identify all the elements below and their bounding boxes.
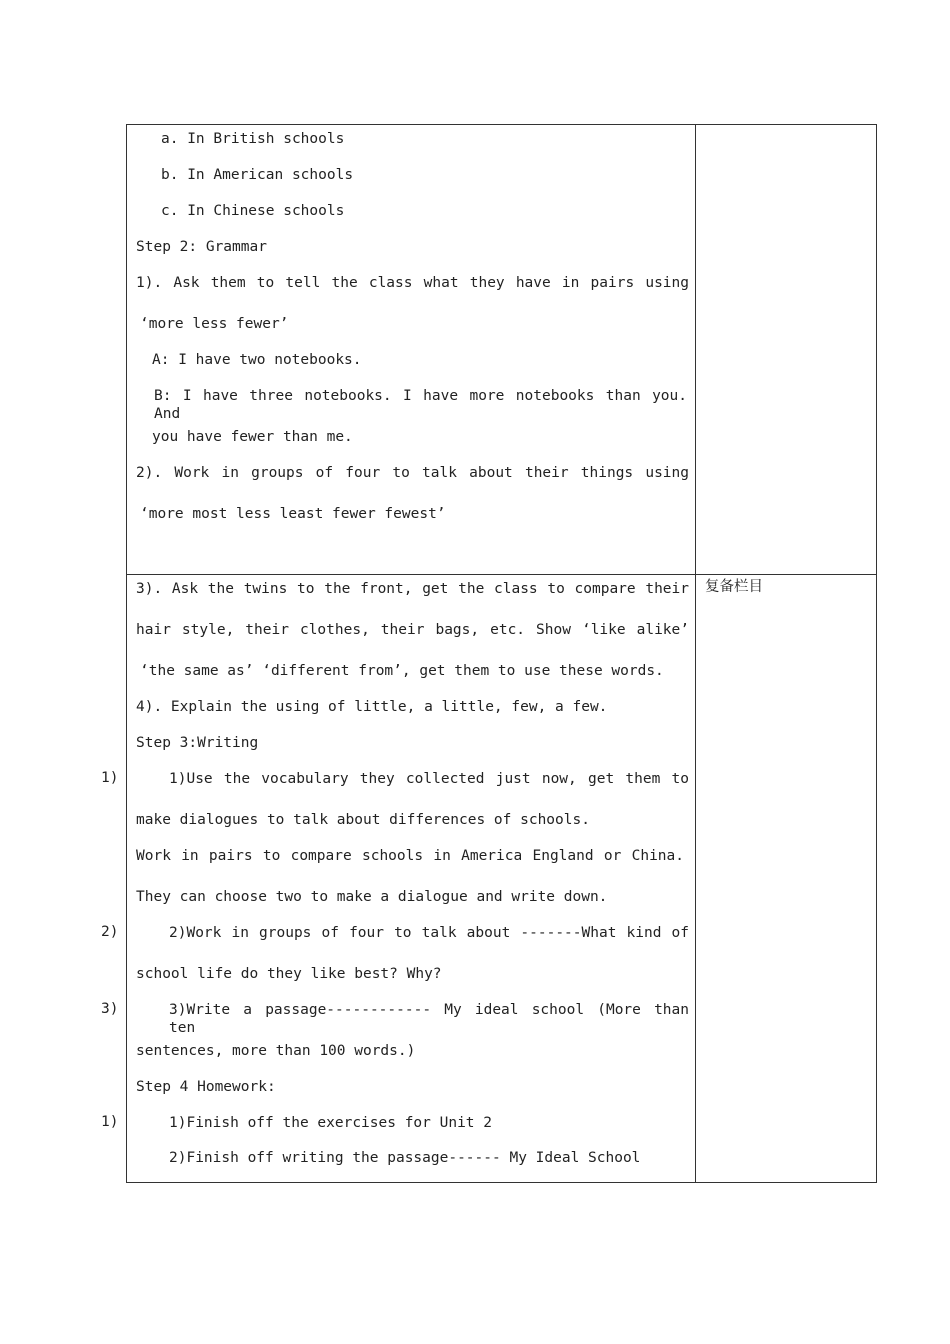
lesson-table (126, 124, 877, 1183)
writing3-line1: 3)Write a passage------------ My ideal school (More than ten (169, 1002, 689, 1036)
writing1-line4: They can choose two to make a dialogue and write down. (136, 889, 608, 905)
writing3-line2: sentences, more than 100 words.) (136, 1043, 416, 1059)
option-b: b. In American schools (161, 167, 354, 183)
grammar-item1-line2: ‘more less fewer’ (140, 316, 289, 332)
homework-2: 2)Finish off writing the passage------ My Ideal School (169, 1150, 641, 1166)
item3-line2: hair style, their clothes, their bags, etc. Show ‘like alike’ (136, 622, 689, 638)
margin-marker: 1) (101, 770, 119, 786)
writing1-line1: 1)Use the vocabulary they collected just now, get them to (169, 771, 689, 787)
margin-marker: 3) (101, 1001, 119, 1017)
dialog-a: A: I have two notebooks. (152, 352, 362, 368)
item3-line3: ‘the same as’ ‘different from’, get them to use these words. (140, 663, 664, 679)
item3-line1: 3). Ask the twins to the front, get the class to compare their (136, 581, 689, 597)
item4: 4). Explain the using of little, a little, few, a few. (136, 699, 608, 715)
dialog-b-line1: B: I have three notebooks. I have more notebooks than you. And (154, 388, 687, 422)
step4-heading: Step 4 Homework: (136, 1079, 276, 1095)
writing1-line3: Work in pairs to compare schools in America England or China. (136, 848, 684, 864)
grammar-item2-line1: 2). Work in groups of four to talk about their things using (136, 465, 689, 481)
grammar-item1-line1: 1). Ask them to tell the class what they have in pairs using (136, 275, 689, 291)
option-a: a. In British schools (161, 131, 345, 147)
writing1-line2: make dialogues to talk about differences of schools. (136, 812, 590, 828)
step3-heading: Step 3:Writing (136, 735, 259, 751)
row-divider (127, 574, 876, 575)
homework-1: 1)Finish off the exercises for Unit 2 (169, 1115, 493, 1131)
writing2-line1: 2)Work in groups of four to talk about -------What kind of (169, 925, 689, 941)
grammar-item2-line2: ‘more most less least fewer fewest’ (140, 506, 446, 522)
writing2-line2: school life do they like best? Why? (136, 966, 442, 982)
column-divider (695, 125, 696, 1182)
option-c: c. In Chinese schools (161, 203, 345, 219)
margin-marker: 1) (101, 1114, 119, 1130)
side-label: 复备栏目 (705, 579, 763, 595)
step2-heading: Step 2: Grammar (136, 239, 267, 255)
margin-marker: 2) (101, 924, 119, 940)
dialog-b-line2: you have fewer than me. (152, 429, 353, 445)
